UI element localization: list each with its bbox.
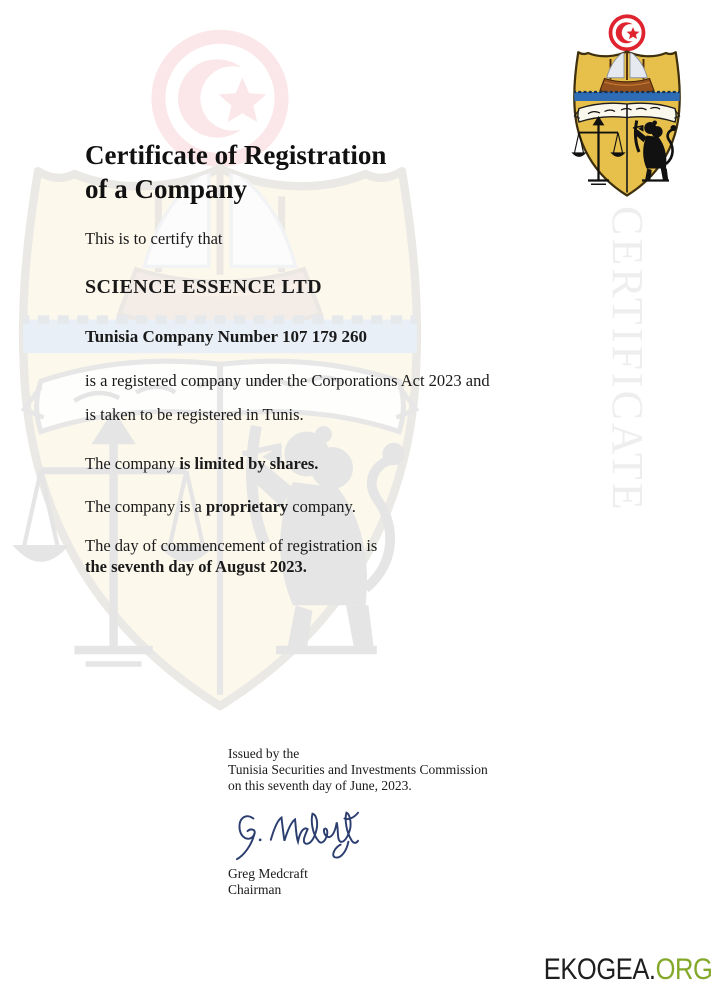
signatory-title: Chairman xyxy=(228,881,282,897)
company-type-statement xyxy=(85,490,356,524)
tunisia-coat-of-arms-icon xyxy=(552,8,702,203)
company-type-suffix: company. xyxy=(288,497,356,516)
company-name: SCIENCE ESSENCE LTD xyxy=(85,276,322,298)
commencement-statement xyxy=(85,535,377,577)
commencement-date: the seventh day of August 2023. xyxy=(85,557,307,576)
registration-statement-line2: is taken to be registered in Tunis. xyxy=(85,405,304,424)
company-number-line: Tunisia Company Number 107 179 260 xyxy=(85,327,367,346)
certify-statement: This is to certify that xyxy=(85,229,223,248)
certificate-title-line1: Certificate of Registration xyxy=(85,140,387,170)
certificate-title-line2: of a Company xyxy=(85,174,248,204)
certificate-vertical-watermark-text: CERTIFICATE xyxy=(603,206,652,513)
liability-statement-prefix: The company xyxy=(85,454,180,473)
issuer-line2: Tunisia Securities and Investments Commission xyxy=(228,762,488,777)
certificate-title xyxy=(85,138,386,206)
issuer-block xyxy=(228,746,488,794)
registration-statement-line1: is a registered company under the Corporations Act 2023 and xyxy=(85,371,490,390)
registration-statement xyxy=(85,364,585,432)
signature-icon xyxy=(234,804,360,864)
liability-statement xyxy=(85,447,318,481)
brand-name: EKOGEA. xyxy=(543,953,656,986)
liability-statement-bold: is limited by shares. xyxy=(179,454,319,473)
signatory-block xyxy=(228,866,308,897)
signatory-name: Greg Medcraft xyxy=(228,866,308,881)
brand-tld: ORG xyxy=(655,953,712,986)
ekogea-org-logo[interactable] xyxy=(543,953,712,987)
company-type-prefix: The company is a xyxy=(85,497,206,516)
issuer-line1: Issued by the xyxy=(228,746,300,761)
issuer-line3: on this seventh day of June, 2023. xyxy=(228,778,412,793)
company-type-bold: proprietary xyxy=(205,497,289,516)
commencement-line: The day of commencement of registration is xyxy=(85,536,378,555)
